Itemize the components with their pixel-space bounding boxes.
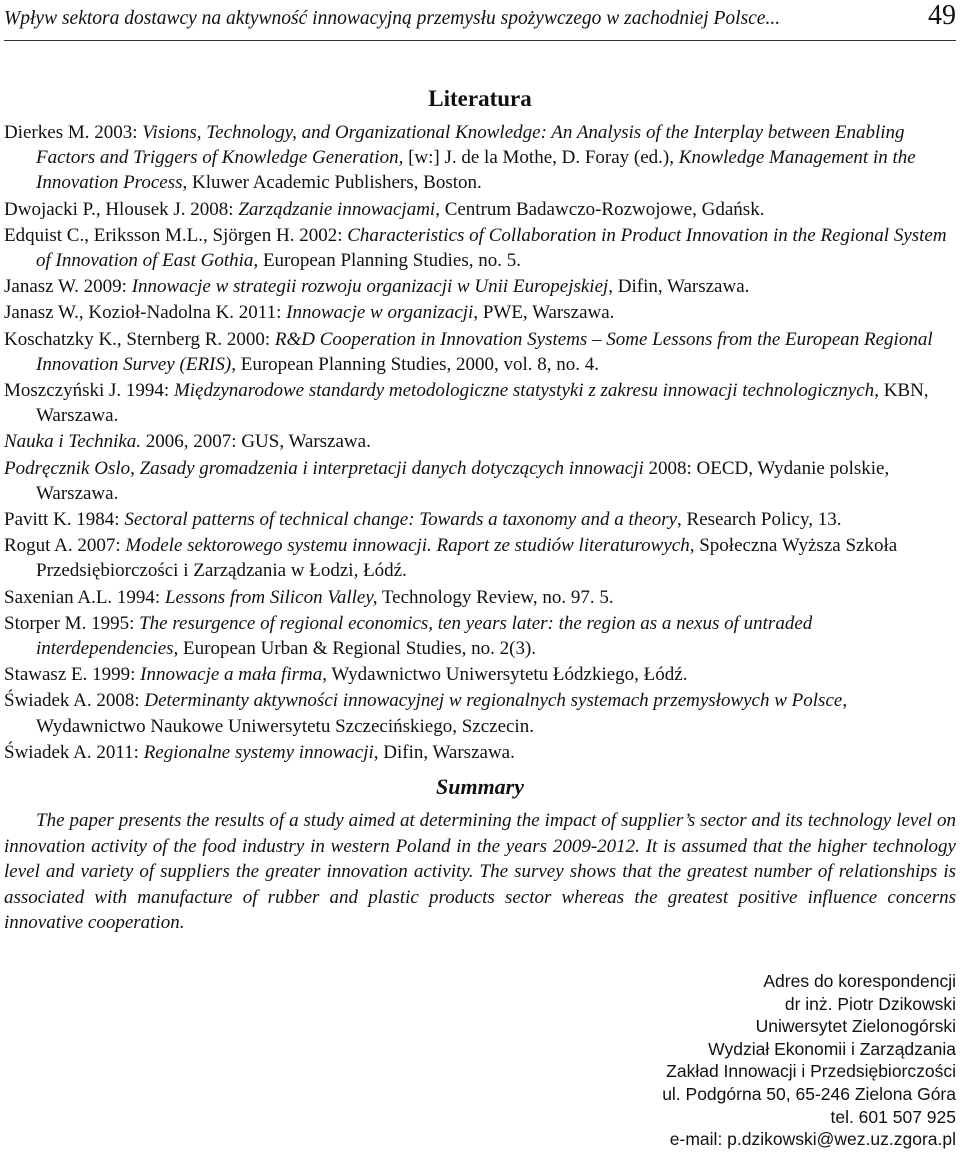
reference-item — [4, 327, 956, 377]
reference-title: Knowledge Management in the Innovation Process — [36, 147, 916, 194]
reference-title: Visions, Technology, and Organizational Knowledge: An Analysis of the Interplay between Enabling Factors and Triggers of Knowledge Generation, — [36, 122, 905, 169]
reference-title: Sectoral patterns of technical change: Towards a taxonomy and a theory — [124, 509, 678, 531]
section-title: Literatura — [428, 86, 532, 111]
faculty: Wydział Ekonomii i Zarządzania — [708, 1038, 956, 1059]
reference-item — [4, 585, 956, 610]
page-number: 49 — [928, 0, 956, 31]
reference-title: Nauka i Technika. — [4, 431, 142, 453]
reference-text: Saxenian A.L. 1994: — [4, 586, 165, 608]
summary-title: Summary — [435, 774, 525, 799]
reference-item — [4, 197, 956, 222]
summary-text: The paper presents the results of a study aimed at determining the impact of supplier’s sector and its technology level on innovation activity of the food industry in western Poland in the years 2009-2012. It is assumed that the higher technology level and variety of suppliers the greater innovation activity. The survey shows that the greatest number of relationships is associated with manufacture of rubber and plastic products sector whereas the greatest positive influence concerns innovative cooperation. — [4, 810, 956, 933]
reference-text: Janasz W. 2009: — [4, 276, 132, 298]
reference-text: Świadek A. 2008: — [4, 690, 145, 712]
correspondence-address — [456, 970, 956, 1151]
reference-text: , Kluwer Academic Publishers, Boston. — [182, 172, 482, 194]
reference-text: 2008: OECD, Wydanie polskie, Warszawa. — [36, 457, 890, 504]
reference-item — [4, 688, 956, 738]
reference-text: [w:] J. de la Mothe, D. Foray (ed.), — [403, 147, 679, 169]
reference-text: , Wydawnictwo Naukowe Uniwersytetu Szczecińskiego, Szczecin. — [36, 690, 848, 737]
reference-title: R&D Cooperation in Innovation Systems – Some Lessons from the European Regional Innovation Survey (ERIS), — [36, 328, 933, 375]
reference-text: Stawasz E. 1999: — [4, 664, 141, 686]
reference-text: Dierkes M. 2003: — [4, 122, 143, 143]
reference-title: Innowacje a mała firma — [140, 664, 323, 686]
reference-item — [4, 120, 956, 196]
reference-item — [4, 223, 956, 273]
reference-text: , Difin, Warszawa. — [373, 741, 515, 763]
reference-item — [4, 378, 956, 428]
department: Zakład Innowacji i Przedsiębiorczości — [666, 1061, 956, 1082]
reference-title: Podręcznik Oslo, Zasady gromadzenia i interpretacji danych dotyczących innowacji — [4, 457, 644, 479]
reference-text: European Planning Studies, no. 5. — [258, 250, 521, 272]
reference-title: Międzynarodowe standardy metodologiczne statystyki z zakresu innowacji technologicznych — [173, 380, 875, 402]
email: e-mail: p.dzikowski@wez.uz.zgora.pl — [669, 1129, 956, 1150]
reference-text: European Urban & Regional Studies, no. 2(3). — [178, 638, 537, 660]
reference-item — [4, 429, 956, 454]
reference-text: Janasz W., Kozioł-Nadolna K. 2011: — [4, 302, 287, 324]
phone: tel. 601 507 925 — [830, 1106, 956, 1127]
address-heading: Adres do korespondencji — [763, 971, 956, 991]
reference-title: Modele sektorowego systemu innowacji. Raport ze studiów literaturowych — [125, 535, 690, 557]
reference-title: Regionalne systemy innowacji — [143, 741, 374, 763]
reference-item — [4, 662, 956, 687]
reference-list — [4, 120, 956, 766]
reference-text: Storper M. 1995: — [4, 612, 140, 634]
reference-item — [4, 740, 956, 765]
street-address: ul. Podgórna 50, 65-246 Zielona Góra — [662, 1083, 956, 1104]
reference-item — [4, 300, 956, 325]
reference-title: Innowacje w strategii rozwoju organizacji w Unii Europejskiej — [131, 276, 609, 298]
reference-title: Lessons from Silicon Valley, — [164, 586, 378, 608]
reference-title: Innowacje w organizacji — [286, 302, 474, 324]
reference-text: , Społeczna Wyższa Szkoła Przedsiębiorczości i Zarządzania w Łodzi, Łódź. — [36, 535, 898, 582]
reference-text: Moszczyński J. 1994: — [4, 380, 174, 402]
reference-text: , Difin, Warszawa. — [608, 276, 750, 298]
reference-item — [4, 533, 956, 583]
reference-item — [4, 274, 956, 299]
reference-text: 2006, 2007: GUS, Warszawa. — [141, 431, 371, 453]
reference-item — [4, 611, 956, 661]
reference-text: , Wydawnictwo Uniwersytetu Łódzkiego, Łódź. — [322, 664, 688, 686]
reference-text: Pavitt K. 1984: — [4, 509, 125, 531]
reference-text: Edquist C., Eriksson M.L., Sjörgen H. 2002: — [4, 224, 348, 246]
reference-text: , PWE, Warszawa. — [473, 302, 615, 324]
running-header — [4, 0, 956, 41]
university: Uniwersytet Zielonogórski — [755, 1016, 956, 1037]
reference-text: European Planning Studies, 2000, vol. 8, no. 4. — [235, 353, 600, 375]
reference-text: Rogut A. 2007: — [4, 535, 126, 557]
author-name: dr inż. Piotr Dzikowski — [784, 993, 956, 1014]
reference-title: Characteristics of Collaboration in Product Innovation in the Regional System of Innovation of East Gothia, — [36, 224, 947, 272]
reference-text: Koschatzky K., Sternberg R. 2000: — [4, 328, 275, 350]
reference-text: , KBN, Warszawa. — [36, 380, 929, 427]
reference-text: , Research Policy, 13. — [677, 509, 842, 531]
reference-text: Technology Review, no. 97. 5. — [377, 586, 614, 608]
reference-item — [4, 456, 956, 506]
reference-text: Dwojacki P., Hlousek J. 2008: — [4, 198, 239, 220]
reference-title: Determinanty aktywności innowacyjnej w regionalnych systemach przemysłowych w Polsce — [144, 690, 843, 712]
running-title: Wpływ sektora dostawcy na aktywność innowacyjną przemysłu spożywczego w zachodniej Polsce... — [4, 8, 781, 29]
reference-title: The resurgence of regional economics, ten years later: the region as a nexus of untraded interdependencies, — [36, 612, 813, 660]
reference-title: Zarządzanie innowacjami — [238, 198, 436, 220]
reference-item — [4, 507, 956, 532]
reference-text: Świadek A. 2011: — [4, 741, 144, 763]
reference-text: , Centrum Badawczo-Rozwojowe, Gdańsk. — [435, 198, 765, 220]
